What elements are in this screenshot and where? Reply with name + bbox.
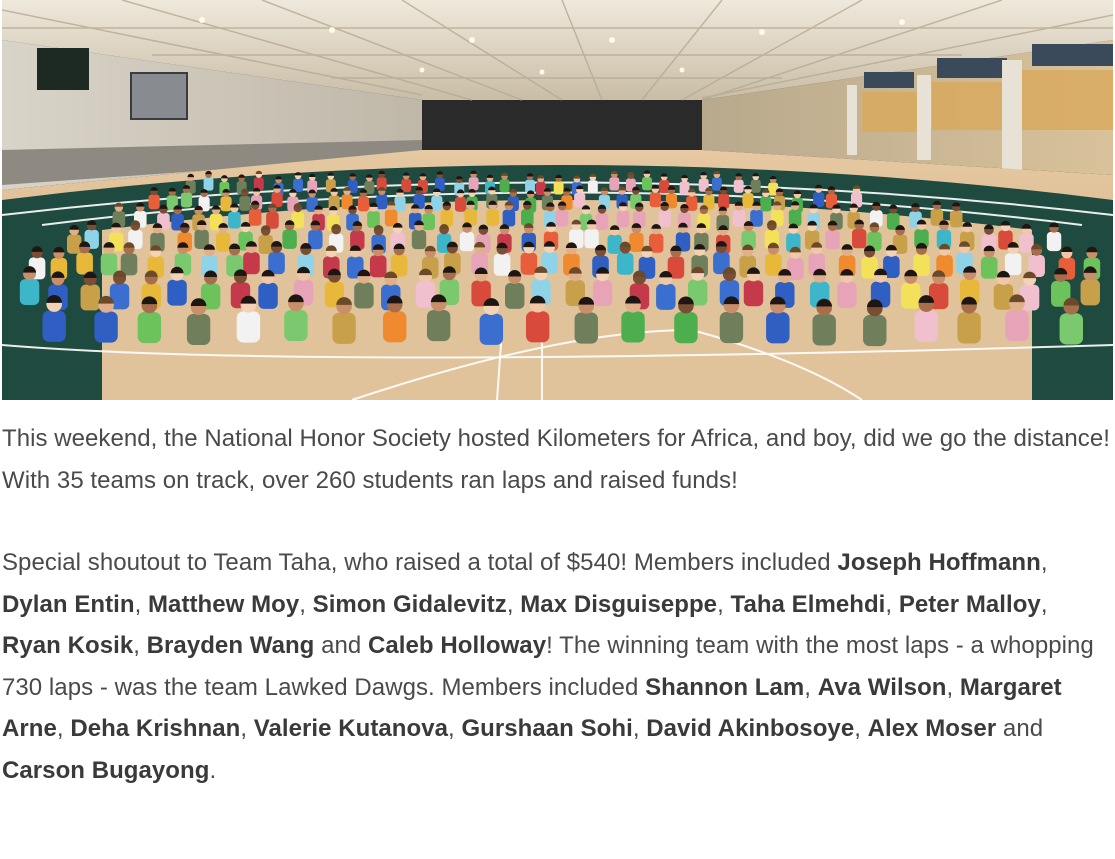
person-body xyxy=(394,196,405,211)
separator: , xyxy=(632,715,647,742)
member-name: Alex Moser xyxy=(867,715,997,742)
person-body xyxy=(825,230,839,249)
person-body xyxy=(220,196,231,211)
paragraph-teams xyxy=(2,542,1113,791)
person-body xyxy=(617,210,630,227)
person-body xyxy=(42,311,65,342)
separator: and xyxy=(996,715,1044,742)
separator: , xyxy=(448,715,462,742)
person-body xyxy=(1047,232,1061,251)
separator: , xyxy=(1040,549,1048,576)
person-body xyxy=(556,210,569,227)
separator: , xyxy=(240,715,254,742)
person-body xyxy=(503,210,516,227)
person-body xyxy=(609,177,619,190)
person-body xyxy=(1005,253,1022,275)
person-body xyxy=(593,280,612,306)
person-body xyxy=(167,280,186,306)
member-name: Gurshaan Sohi xyxy=(461,715,633,742)
person-body xyxy=(505,283,524,309)
member-name: Margaret Arne xyxy=(2,673,1062,742)
member-name: Caleb Holloway xyxy=(368,632,547,659)
paragraph-intro: This weekend, the National Honor Society hosted Kilometers for Africa, and boy, did we go the distance! With 35 teams on track, over 260 students ran laps and raised funds! xyxy=(2,425,1110,494)
person-body xyxy=(1060,313,1083,344)
person-body xyxy=(258,235,272,254)
person-body xyxy=(332,313,355,344)
person-body xyxy=(863,315,886,346)
person-body xyxy=(656,284,675,310)
person-body xyxy=(981,257,998,279)
person-body xyxy=(237,311,260,342)
member-name: Carson Bugayong xyxy=(2,756,210,784)
person-body xyxy=(204,177,214,190)
person-body xyxy=(760,197,771,212)
member-name: Taha Elmehdi xyxy=(730,590,886,618)
person-body xyxy=(383,311,406,342)
person-body xyxy=(67,235,81,254)
article-body xyxy=(2,418,1113,791)
person-body xyxy=(149,194,160,209)
separator: , xyxy=(885,590,899,618)
person-body xyxy=(742,193,753,208)
person-body xyxy=(486,209,499,226)
member-name: Ava Wilson xyxy=(817,673,947,701)
person-body xyxy=(455,197,466,212)
person-body xyxy=(187,314,210,345)
member-name: Joseph Hoffmann xyxy=(837,549,1041,576)
person-body xyxy=(228,212,241,229)
person-body xyxy=(766,312,789,343)
person-body xyxy=(607,235,621,254)
person-body xyxy=(584,229,598,248)
person-body xyxy=(1005,310,1028,341)
separator: , xyxy=(1040,590,1048,618)
group-photo-illustration xyxy=(2,0,1113,400)
person-body xyxy=(720,312,743,343)
person-body xyxy=(460,232,474,251)
person-body xyxy=(500,179,510,192)
separator: and xyxy=(314,632,369,659)
person-body xyxy=(494,254,511,276)
member-name: Max Disguiseppe xyxy=(520,590,718,618)
separator: , xyxy=(133,632,147,659)
member-name: Shannon Lam xyxy=(645,673,805,701)
person-body xyxy=(718,194,729,209)
person-body xyxy=(575,312,598,343)
person-body xyxy=(1081,279,1100,305)
person-body xyxy=(744,280,763,306)
person-body xyxy=(249,209,262,226)
person-body xyxy=(526,311,549,342)
person-body xyxy=(852,229,866,248)
member-name: Ryan Kosik xyxy=(2,632,134,659)
person-body xyxy=(596,213,609,230)
person-body xyxy=(422,213,435,230)
person-body xyxy=(354,283,373,309)
person-body xyxy=(243,252,260,274)
person-body xyxy=(950,211,963,228)
person-body xyxy=(574,193,585,208)
person-body xyxy=(837,282,856,308)
person-body xyxy=(258,283,277,309)
person-body xyxy=(216,233,230,252)
person-body xyxy=(915,311,938,342)
group-photo xyxy=(2,0,1113,400)
person-body xyxy=(480,314,503,345)
person-body xyxy=(427,310,450,341)
separator: , xyxy=(804,673,818,701)
person-body xyxy=(659,180,669,193)
person-body xyxy=(734,180,744,193)
sentence-end: . xyxy=(209,756,217,784)
winning-team-text: ! The winning team with the most laps - a whopping 730 laps - was the team Lawked Dawgs. Members included xyxy=(2,632,1094,701)
person-body xyxy=(239,196,250,211)
person-body xyxy=(469,177,479,190)
person-body xyxy=(674,312,697,343)
member-name: Dylan Entin xyxy=(2,590,135,618)
separator: , xyxy=(56,715,71,742)
person-body xyxy=(370,255,387,277)
person-body xyxy=(621,311,644,342)
separator: , xyxy=(506,590,521,618)
person-body xyxy=(554,181,564,194)
member-name: Deha Krishnan xyxy=(70,715,241,742)
separator: , xyxy=(946,673,960,701)
member-name: Peter Malloy xyxy=(898,590,1041,618)
person-body xyxy=(431,196,442,211)
person-body xyxy=(101,253,118,275)
person-body xyxy=(617,253,634,275)
person-body xyxy=(441,210,454,227)
person-body xyxy=(94,311,117,342)
person-body xyxy=(901,283,920,309)
person-body xyxy=(284,310,307,341)
person-body xyxy=(957,312,980,343)
person-body xyxy=(733,210,746,227)
member-name: Valerie Kutanova xyxy=(253,715,449,742)
separator: , xyxy=(717,590,731,618)
person-body xyxy=(642,177,652,190)
member-name: David Akinbosoye xyxy=(646,715,855,742)
person-body xyxy=(412,230,426,249)
separator: , xyxy=(854,715,868,742)
team-taha-intro: Special shoutout to Team Taha, who raised a total of $540! Members included xyxy=(2,549,838,576)
person-body xyxy=(20,279,39,305)
person-body xyxy=(76,252,93,274)
separator: , xyxy=(134,590,148,618)
person-body xyxy=(138,312,161,343)
member-name: Simon Gidalevitz xyxy=(312,590,507,618)
person-body xyxy=(358,196,369,211)
person-body xyxy=(81,285,100,311)
person-body xyxy=(376,194,387,209)
person-body xyxy=(181,192,192,207)
person-body xyxy=(282,230,296,249)
person-body xyxy=(751,180,761,193)
member-name: Brayden Wang xyxy=(146,632,315,659)
person-body xyxy=(588,180,598,193)
person-body xyxy=(658,210,671,227)
member-name: Matthew Moy xyxy=(148,590,300,618)
person-body xyxy=(650,192,661,207)
separator: , xyxy=(299,590,313,618)
person-body xyxy=(812,314,835,345)
person-body xyxy=(629,233,643,252)
